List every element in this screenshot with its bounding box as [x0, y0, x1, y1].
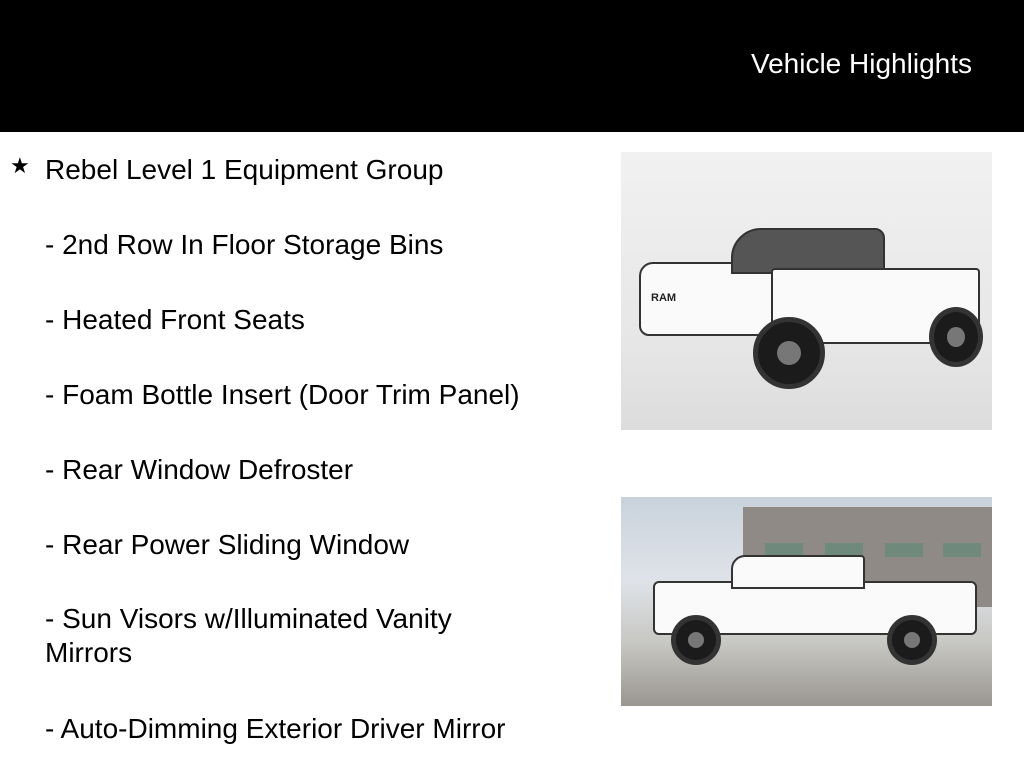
list-item: - 2nd Row In Floor Storage Bins: [45, 229, 444, 260]
list-item: Rebel Level 1 Equipment Group: [45, 154, 444, 185]
wheel: [753, 317, 825, 389]
list-item: - Foam Bottle Insert (Door Trim Panel): [45, 379, 520, 410]
list-item: - Rear Window Defroster: [45, 454, 354, 485]
star-icon: ★: [10, 153, 30, 178]
truck-cab: [731, 555, 865, 589]
wheel: [887, 615, 937, 665]
list-item: - Sun Visors w/Illuminated Vanity Mirrors: [45, 603, 452, 668]
building-window: [885, 543, 923, 557]
building-window: [943, 543, 981, 557]
list-item: - Rear Power Sliding Window: [45, 529, 410, 560]
ram-badge: RAM: [651, 292, 677, 304]
truck-photo-front: [621, 152, 992, 430]
list-item: - Heated Front Seats: [45, 304, 305, 335]
wheel: [671, 615, 721, 665]
truck-photo-side: [621, 497, 992, 706]
header-bar: [0, 0, 1024, 132]
page-title: Vehicle Highlights: [750, 48, 972, 79]
wheel: [929, 307, 983, 367]
list-item: - Auto-Dimming Exterior Driver Mirror: [45, 713, 506, 744]
